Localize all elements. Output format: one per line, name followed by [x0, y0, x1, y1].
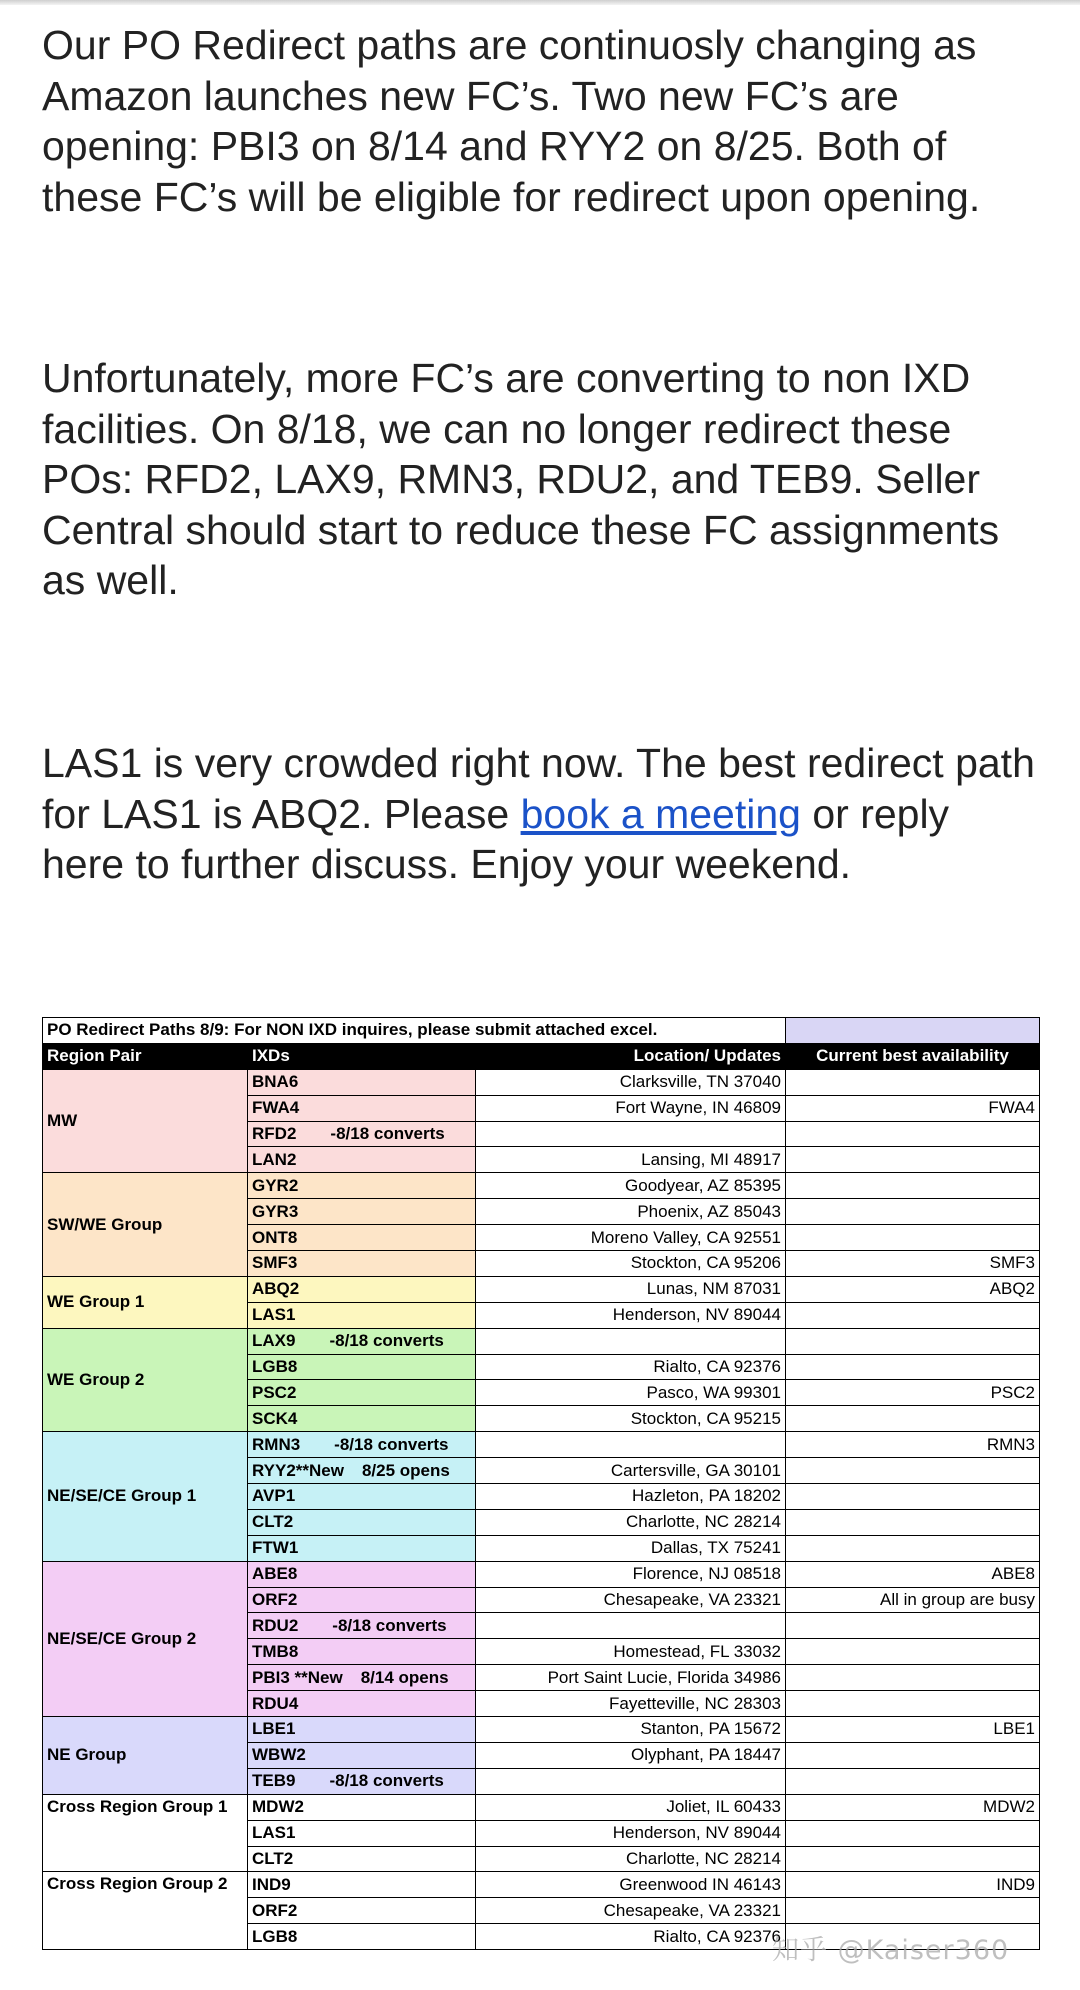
ixd-status-note: 8/14 opens — [360, 1667, 449, 1687]
redirect-paths-table-wrapper — [42, 1017, 1039, 1950]
best-availability-cell — [786, 1354, 1040, 1380]
best-availability-cell: IND9 — [786, 1872, 1040, 1898]
ixd-status-note: -8/18 converts — [329, 1771, 444, 1791]
location-cell: Chesapeake, VA 23321 — [476, 1587, 786, 1613]
location-cell: Port Saint Lucie, Florida 34986 — [476, 1665, 786, 1691]
paragraph-las1-redirect — [42, 738, 1042, 890]
table-title: PO Redirect Paths 8/9: For NON IXD inquires, please submit attached excel. — [43, 1018, 786, 1044]
table-row — [43, 1173, 1040, 1199]
region-group-cell: Cross Region Group 2 — [43, 1872, 248, 1950]
location-cell: Florence, NJ 08518 — [476, 1561, 786, 1587]
ixd-code: ABE8 — [252, 1564, 298, 1584]
ixd-code: IND9 — [252, 1874, 291, 1894]
location-cell: Moreno Valley, CA 92551 — [476, 1225, 786, 1251]
ixd-cell — [248, 1069, 476, 1095]
ixd-cell — [248, 1432, 476, 1458]
header-region-pair: Region Pair — [43, 1043, 248, 1069]
top-shadow-bar — [0, 0, 1080, 5]
ixd-code: LGB8 — [252, 1926, 298, 1946]
location-cell — [476, 1613, 786, 1639]
best-availability-cell — [786, 1898, 1040, 1924]
best-availability-cell: PSC2 — [786, 1380, 1040, 1406]
location-cell: Charlotte, NC 28214 — [476, 1846, 786, 1872]
location-cell: Fayetteville, NC 28303 — [476, 1691, 786, 1717]
best-availability-cell: ABE8 — [786, 1561, 1040, 1587]
ixd-code: TMB8 — [252, 1641, 299, 1661]
ixd-code: ONT8 — [252, 1227, 298, 1247]
ixd-cell — [248, 1484, 476, 1510]
location-cell: Rialto, CA 92376 — [476, 1354, 786, 1380]
ixd-cell — [248, 1225, 476, 1251]
location-cell — [476, 1121, 786, 1147]
best-availability-cell — [786, 1613, 1040, 1639]
table-header-row — [43, 1043, 1040, 1069]
watermark-zhihu: 知乎 @Kaiser360 — [772, 1935, 1010, 1966]
ixd-cell — [248, 1717, 476, 1743]
ixd-cell — [248, 1872, 476, 1898]
location-cell: Chesapeake, VA 23321 — [476, 1898, 786, 1924]
book-a-meeting-link[interactable]: book a meeting — [520, 790, 801, 837]
best-availability-cell: LBE1 — [786, 1717, 1040, 1743]
header-location: Location/ Updates — [476, 1043, 786, 1069]
ixd-cell — [248, 1251, 476, 1277]
ixd-cell — [248, 1898, 476, 1924]
best-availability-cell: MDW2 — [786, 1794, 1040, 1820]
ixd-cell — [248, 1095, 476, 1121]
best-availability-cell: RMN3 — [786, 1432, 1040, 1458]
best-availability-cell: ABQ2 — [786, 1276, 1040, 1302]
region-group-cell: NE/SE/CE Group 1 — [43, 1432, 248, 1561]
header-best-availability: Current best availability — [786, 1043, 1040, 1069]
ixd-code: LAN2 — [252, 1149, 297, 1169]
ixd-status-note: -8/18 converts — [329, 1331, 444, 1351]
location-cell — [476, 1432, 786, 1458]
ixd-cell — [248, 1613, 476, 1639]
ixd-cell — [248, 1173, 476, 1199]
ixd-code: MDW2 — [252, 1797, 304, 1817]
best-availability-cell — [786, 1328, 1040, 1354]
best-availability-cell — [786, 1225, 1040, 1251]
ixd-cell — [248, 1691, 476, 1717]
ixd-code: AVP1 — [252, 1486, 296, 1506]
redirect-paths-table — [42, 1017, 1040, 1950]
location-cell: Lansing, MI 48917 — [476, 1147, 786, 1173]
paragraph-las1-text-start: LAS1 is very crowded right now. The best redirect path for LAS1 is ABQ2. Please — [42, 740, 1035, 837]
ixd-code: GYR3 — [252, 1201, 299, 1221]
ixd-code: ORF2 — [252, 1590, 298, 1610]
ixd-cell — [248, 1665, 476, 1691]
ixd-code: BNA6 — [252, 1072, 299, 1092]
best-availability-cell — [786, 1069, 1040, 1095]
ixd-cell — [248, 1587, 476, 1613]
table-title-row — [43, 1018, 1040, 1044]
ixd-cell — [248, 1147, 476, 1173]
location-cell: Pasco, WA 99301 — [476, 1380, 786, 1406]
region-group-cell: WE Group 1 — [43, 1276, 248, 1328]
best-availability-cell — [786, 1199, 1040, 1225]
ixd-status-note: -8/18 converts — [334, 1434, 449, 1454]
table-title-empty-cell — [786, 1018, 1040, 1044]
table-row — [43, 1432, 1040, 1458]
paragraph-converting-fcs: Unfortunately, more FC’s are converting to non IXD facilities. On 8/18, we can no longer redirect these POs: RFD2, LAX9, RMN3, RDU2, and TEB9. Seller Central should start to reduce these FC assignments as well. — [42, 355, 1000, 603]
ixd-code: LAX9 — [252, 1331, 296, 1351]
ixd-cell — [248, 1302, 476, 1328]
paragraph-new-fcs: Our PO Redirect paths are continuosly changing as Amazon launches new FC’s. Two new FC’s are opening: PBI3 on 8/14 and RYY2 on 8/25. Both of these FC’s will be eligible for redirect upon opening. — [42, 22, 981, 220]
ixd-cell — [248, 1846, 476, 1872]
ixd-code: LAS1 — [252, 1305, 296, 1325]
location-cell: Joliet, IL 60433 — [476, 1794, 786, 1820]
best-availability-cell — [786, 1302, 1040, 1328]
location-cell: Hazleton, PA 18202 — [476, 1484, 786, 1510]
location-cell: Cartersville, GA 30101 — [476, 1458, 786, 1484]
location-cell: Goodyear, AZ 85395 — [476, 1173, 786, 1199]
ixd-code: PBI3 **New — [252, 1667, 343, 1687]
location-cell: Lunas, NM 87031 — [476, 1276, 786, 1302]
table-row — [43, 1794, 1040, 1820]
best-availability-cell — [786, 1691, 1040, 1717]
ixd-cell — [248, 1561, 476, 1587]
table-row — [43, 1872, 1040, 1898]
ixd-code: FWA4 — [252, 1098, 300, 1118]
ixd-code: CLT2 — [252, 1848, 294, 1868]
region-group-cell: Cross Region Group 1 — [43, 1794, 248, 1872]
ixd-code: PSC2 — [252, 1382, 297, 1402]
location-cell: Greenwood IN 46143 — [476, 1872, 786, 1898]
location-cell: Henderson, NV 89044 — [476, 1302, 786, 1328]
best-availability-cell — [786, 1846, 1040, 1872]
table-row — [43, 1561, 1040, 1587]
region-group-cell: NE Group — [43, 1717, 248, 1795]
table-row — [43, 1069, 1040, 1095]
ixd-code: WBW2 — [252, 1745, 306, 1765]
best-availability-cell — [786, 1173, 1040, 1199]
ixd-code: TEB9 — [252, 1771, 296, 1791]
ixd-cell — [248, 1639, 476, 1665]
location-cell: Henderson, NV 89044 — [476, 1820, 786, 1846]
best-availability-cell — [786, 1742, 1040, 1768]
ixd-code: LAS1 — [252, 1823, 296, 1843]
table-row — [43, 1276, 1040, 1302]
best-availability-cell — [786, 1768, 1040, 1794]
best-availability-cell: SMF3 — [786, 1251, 1040, 1277]
best-availability-cell — [786, 1147, 1040, 1173]
location-cell: Stanton, PA 15672 — [476, 1717, 786, 1743]
best-availability-cell: FWA4 — [786, 1095, 1040, 1121]
ixd-cell — [248, 1380, 476, 1406]
ixd-cell — [248, 1768, 476, 1794]
best-availability-cell — [786, 1406, 1040, 1432]
ixd-cell — [248, 1794, 476, 1820]
region-group-cell: NE/SE/CE Group 2 — [43, 1561, 248, 1716]
ixd-code: FTW1 — [252, 1538, 299, 1558]
table-row — [43, 1328, 1040, 1354]
ixd-code: GYR2 — [252, 1175, 299, 1195]
region-group-cell: MW — [43, 1069, 248, 1173]
ixd-code: CLT2 — [252, 1512, 294, 1532]
ixd-status-note: -8/18 converts — [330, 1124, 445, 1143]
location-cell: Fort Wayne, IN 46809 — [476, 1095, 786, 1121]
location-cell — [476, 1328, 786, 1354]
ixd-cell — [248, 1354, 476, 1380]
location-cell — [476, 1768, 786, 1794]
ixd-cell — [248, 1328, 476, 1354]
ixd-code: SCK4 — [252, 1408, 298, 1428]
best-availability-cell: All in group are busy — [786, 1587, 1040, 1613]
best-availability-cell — [786, 1458, 1040, 1484]
ixd-cell — [248, 1458, 476, 1484]
paragraph-las1-text-end: or reply here to further discuss. Enjoy your weekend. — [42, 790, 950, 887]
ixd-code: RDU2 — [252, 1615, 299, 1635]
best-availability-cell — [786, 1639, 1040, 1665]
ixd-cell — [248, 1535, 476, 1561]
region-group-cell: SW/WE Group — [43, 1173, 248, 1277]
location-cell: Olyphant, PA 18447 — [476, 1742, 786, 1768]
table-row — [43, 1717, 1040, 1743]
ixd-cell — [248, 1276, 476, 1302]
ixd-code: ABQ2 — [252, 1279, 300, 1299]
location-cell: Dallas, TX 75241 — [476, 1535, 786, 1561]
ixd-cell — [248, 1509, 476, 1535]
location-cell: Stockton, CA 95206 — [476, 1251, 786, 1277]
best-availability-cell — [786, 1121, 1040, 1147]
ixd-status-note: -8/18 converts — [332, 1615, 447, 1635]
ixd-code: SMF3 — [252, 1253, 298, 1273]
ixd-cell — [248, 1742, 476, 1768]
ixd-cell — [248, 1924, 476, 1950]
location-cell: Phoenix, AZ 85043 — [476, 1199, 786, 1225]
location-cell: Charlotte, NC 28214 — [476, 1509, 786, 1535]
ixd-code: LGB8 — [252, 1357, 298, 1377]
location-cell: Rialto, CA 92376 — [476, 1924, 786, 1950]
ixd-code: ORF2 — [252, 1900, 298, 1920]
best-availability-cell — [786, 1509, 1040, 1535]
ixd-cell — [248, 1199, 476, 1225]
best-availability-cell — [786, 1665, 1040, 1691]
best-availability-cell — [786, 1535, 1040, 1561]
ixd-status-note: 8/25 opens — [361, 1460, 450, 1480]
best-availability-cell — [786, 1820, 1040, 1846]
ixd-code: RDU4 — [252, 1693, 299, 1713]
ixd-cell — [248, 1406, 476, 1432]
location-cell: Stockton, CA 95215 — [476, 1406, 786, 1432]
ixd-cell — [248, 1820, 476, 1846]
best-availability-cell — [786, 1484, 1040, 1510]
header-ixds: IXDs — [248, 1043, 476, 1069]
ixd-code: RMN3 — [252, 1434, 301, 1454]
location-cell: Clarksville, TN 37040 — [476, 1069, 786, 1095]
ixd-code: LBE1 — [252, 1719, 296, 1739]
region-group-cell: WE Group 2 — [43, 1328, 248, 1432]
location-cell: Homestead, FL 33032 — [476, 1639, 786, 1665]
ixd-code: RYY2**New — [252, 1460, 344, 1480]
ixd-code: RFD2 — [252, 1124, 297, 1143]
ixd-cell — [248, 1121, 476, 1147]
